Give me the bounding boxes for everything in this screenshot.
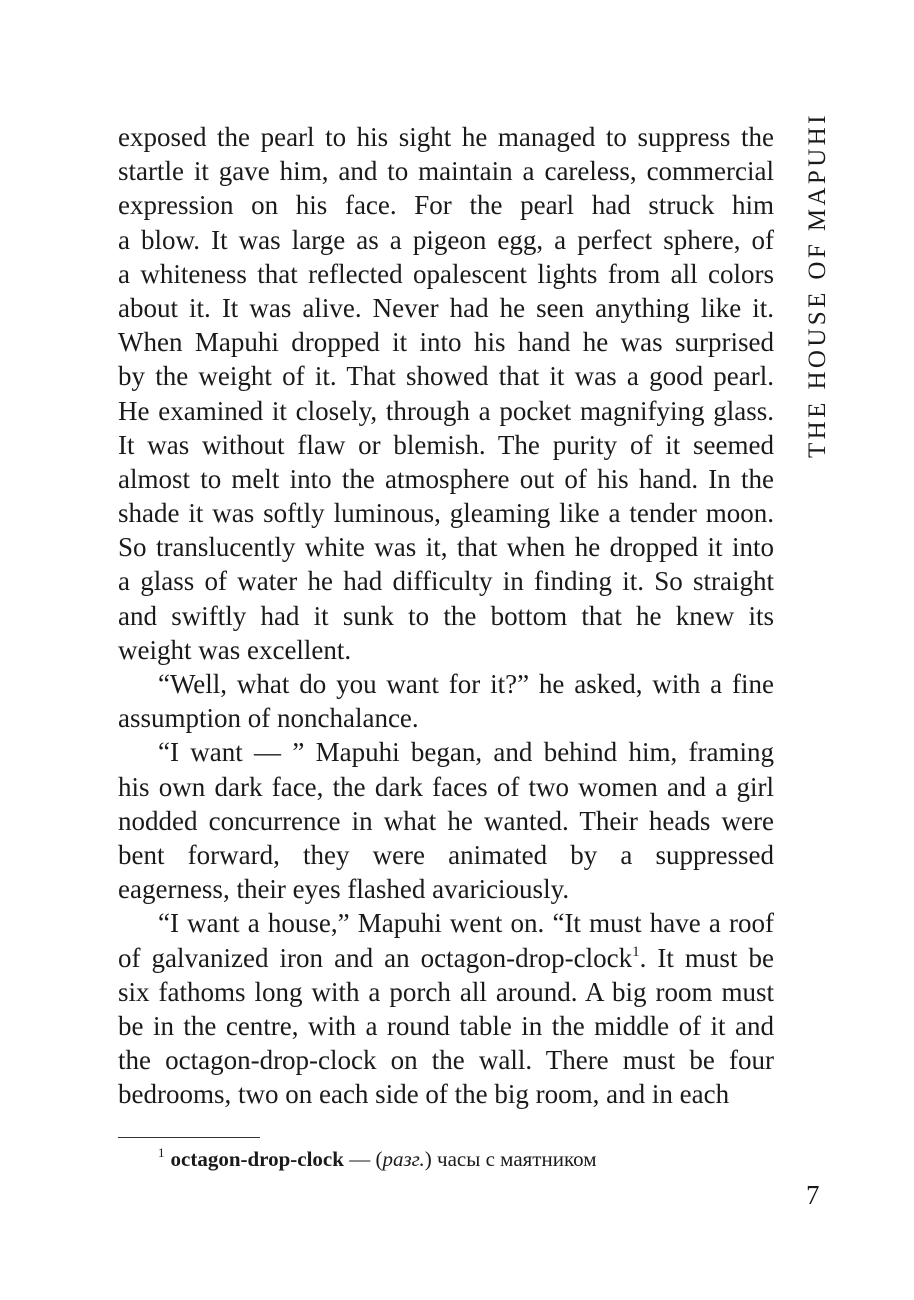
- text-line: six fathoms long with a porch all around. A big room must: [118, 976, 774, 1007]
- text-line: by the weight of it. That showed that it was a good pearl.: [118, 361, 774, 392]
- footnote-divider: [118, 1137, 260, 1138]
- footnote-close-paren: ): [424, 1147, 432, 1171]
- footnote-term: octagon-drop-clock: [170, 1147, 344, 1171]
- text-line: expression on his face. For the pearl had struck him: [118, 190, 774, 221]
- body-text: [118, 120, 774, 1111]
- text-line: bent forward, they were animated by a suppressed: [118, 839, 774, 870]
- text-line: [118, 941, 774, 975]
- footnote-reference[interactable]: 1: [632, 943, 640, 960]
- running-head: THE HOUSE OF MAPUHI: [804, 112, 831, 458]
- text-line: nodded concurrence in what he wanted. Their heads were: [118, 805, 774, 836]
- text-segment: . It must be: [639, 942, 774, 973]
- text-line: “I want a house,” Mapuhi went on. “It must have a roof: [158, 908, 774, 939]
- footnote-dash: — (: [343, 1147, 383, 1171]
- text-line: weight was excellent.: [118, 634, 352, 665]
- text-line: eagerness, their eyes flashed avariciously.: [118, 874, 570, 905]
- footnote-number: 1: [158, 1145, 165, 1160]
- text-line: “I want — ” Mapuhi began, and behind him, framing: [158, 737, 774, 768]
- text-line: his own dark face, the dark faces of two women and a girl: [118, 771, 774, 802]
- footnote-abbreviation: разг.: [382, 1147, 425, 1171]
- text-line: the octagon-drop-clock on the wall. There must be four: [118, 1045, 774, 1076]
- footnote-translation: часы с маятником: [431, 1147, 597, 1171]
- text-line: shade it was softly luminous, gleaming like a tender moon.: [118, 498, 774, 529]
- text-line: He examined it closely, through a pocket magnifying glass.: [118, 395, 774, 426]
- text-segment: of galvanized iron and an octagon-drop-clock: [118, 942, 633, 973]
- text-line: a glass of water he had difficulty in finding it. So straight: [118, 566, 774, 597]
- footnote: [158, 1146, 597, 1172]
- text-line: “Well, what do you want for it?” he asked, with a fine: [158, 669, 774, 699]
- text-line: assumption of nonchalance.: [118, 703, 419, 734]
- text-line: startle it gave him, and to maintain a careless, commercial: [118, 156, 774, 187]
- text-line: When Mapuhi dropped it into his hand he was surprised: [118, 327, 774, 358]
- text-line: and swiftly had it sunk to the bottom that he knew its: [118, 600, 774, 631]
- text-line: It was without flaw or blemish. The purity of it seemed: [118, 429, 774, 460]
- text-line: a whiteness that reflected opalescent lights from all colors: [118, 258, 774, 289]
- text-line: So translucently white was it, that when he dropped it into: [118, 532, 774, 563]
- text-line: almost to melt into the atmosphere out of his hand. In the: [118, 463, 774, 494]
- page-number: 7: [806, 1180, 820, 1210]
- text-line: a blow. It was large as a pigeon egg, a perfect sphere, of: [118, 224, 774, 255]
- text-line: about it. It was alive. Never had he seen anything like it.: [118, 292, 774, 323]
- text-line: exposed the pearl to his sight he managed to suppress the: [118, 122, 774, 152]
- text-line: be in the centre, with a round table in the middle of it and: [118, 1010, 774, 1041]
- text-line: bedrooms, two on each side of the big room, and in each: [118, 1079, 730, 1110]
